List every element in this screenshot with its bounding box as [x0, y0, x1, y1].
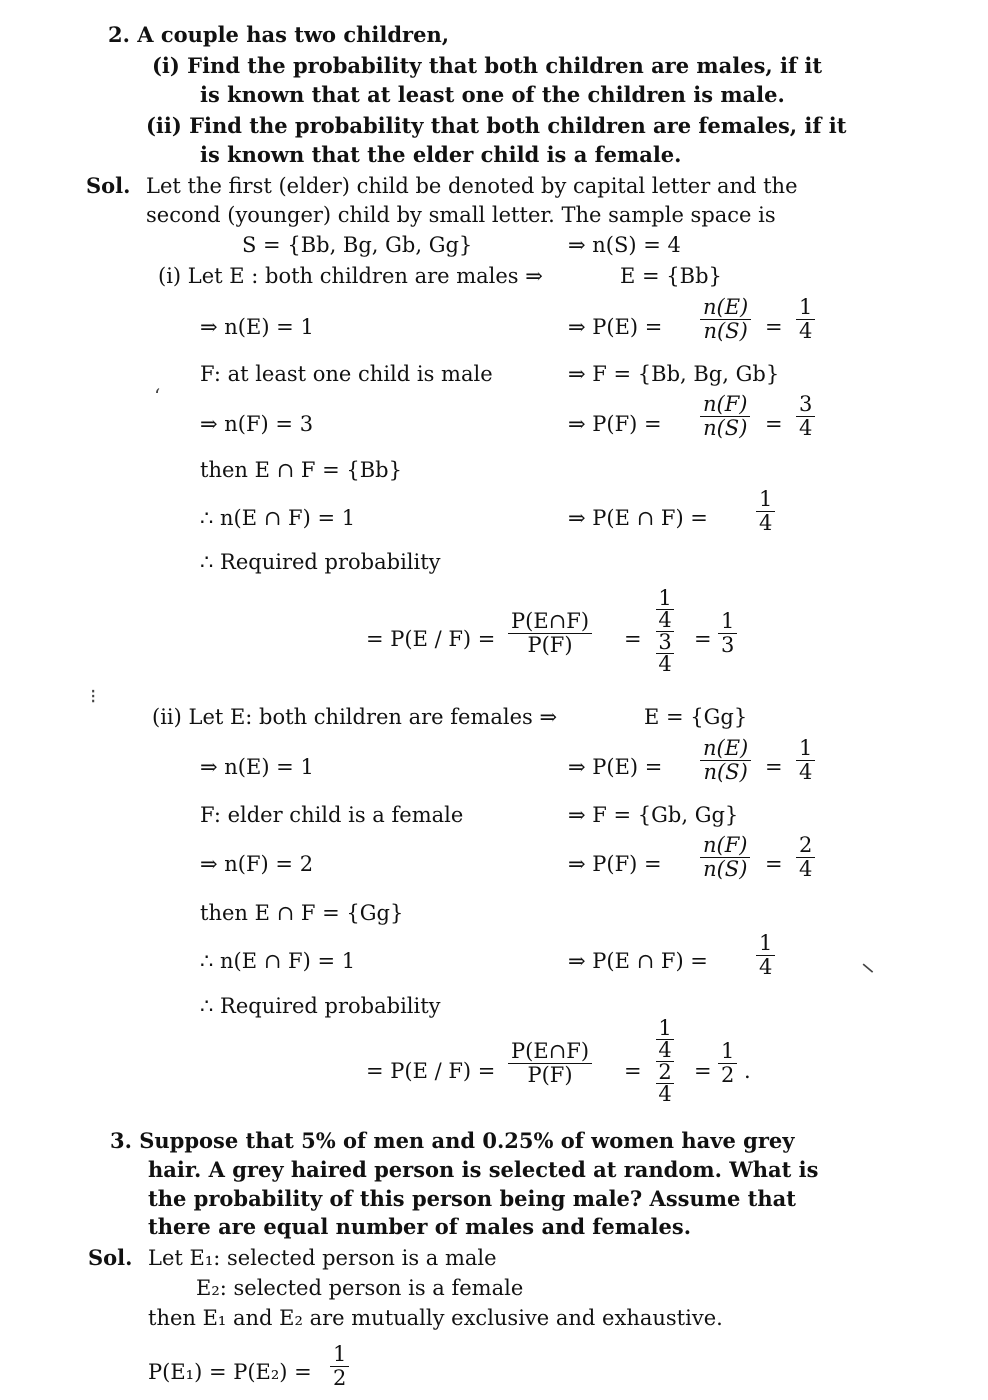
q2-part1-line2: is known that at least one of the children is male.	[200, 82, 785, 107]
i-cf-bot: 4	[658, 652, 672, 676]
i-def-e: (i) Let E : both children are males ⇒	[158, 264, 543, 288]
i-p-ef-num: 1	[756, 488, 775, 512]
i-p-f-fraction	[700, 393, 750, 440]
sol3-label: Sol.	[88, 1245, 133, 1270]
i-p-f-num: n(F)	[700, 393, 750, 417]
sol3-p-num: 1	[330, 1343, 349, 1367]
ii-n-f: ⇒ n(F) = 2	[200, 852, 314, 876]
pen-stroke: ─	[855, 954, 881, 982]
ii-p-e-lhs: ⇒ P(E) =	[568, 755, 663, 779]
ii-cond-fraction	[508, 1040, 592, 1087]
i-p-e-val-den: 4	[799, 319, 813, 343]
i-required: ∴ Required probability	[200, 550, 441, 574]
i-p-f-val-den: 4	[799, 416, 813, 440]
ii-p-ef-num: 1	[756, 932, 775, 956]
i-p-e-fraction	[700, 296, 751, 343]
q2-part1-line1: (i) Find the probability that both children are males, if it	[152, 53, 823, 78]
ii-compound-fraction	[656, 1018, 674, 1105]
ii-result-dot: .	[744, 1059, 751, 1083]
ii-p-f-value	[796, 834, 815, 881]
ii-p-e-eq: =	[765, 755, 783, 779]
i-cf-mid2: 3	[658, 630, 672, 654]
i-p-f-lhs: ⇒ P(F) =	[568, 412, 662, 436]
sol2-label: Sol.	[86, 173, 131, 198]
i-n-e: ⇒ n(E) = 1	[200, 315, 314, 339]
i-result-fraction	[718, 610, 737, 657]
q2-part2-line2: is known that the elder child is a female.	[200, 142, 682, 167]
sol2-intro-line1: Let the first (elder) child be denoted by capital letter and the	[146, 174, 798, 198]
ii-n-e: ⇒ n(E) = 1	[200, 755, 314, 779]
ii-def-f: F: elder child is a female	[200, 803, 464, 827]
ii-result-num: 1	[718, 1040, 737, 1064]
ii-cf-mid2: 2	[658, 1060, 672, 1084]
sol3-p-lhs: P(E₁) = P(E₂) =	[148, 1360, 312, 1384]
sol3-e2: E₂: selected person is a female	[196, 1276, 524, 1300]
i-cf-top: 1	[658, 586, 672, 610]
i-cond-den: P(F)	[527, 633, 573, 657]
i-p-ef-lhs: ⇒ P(E ∩ F) =	[568, 506, 708, 530]
ii-cf-bot: 4	[658, 1082, 672, 1106]
i-p-e-eq: =	[765, 315, 783, 339]
ii-def-e: (ii) Let E: both children are females ⇒	[152, 705, 558, 729]
i-result-num: 1	[718, 610, 737, 634]
sol3-p-fraction	[330, 1343, 349, 1390]
ii-p-e-fraction	[700, 737, 751, 784]
i-p-e-den: n(S)	[703, 319, 748, 343]
ii-p-f-den: n(S)	[703, 857, 748, 881]
i-cond-eq2: =	[694, 627, 712, 651]
q3-line2: hair. A grey haired person is selected at random. What is	[148, 1157, 819, 1182]
ii-p-e-value	[796, 737, 815, 784]
ii-cond-lhs: = P(E / F) =	[366, 1059, 496, 1083]
ii-cf-top: 1	[658, 1016, 672, 1040]
pen-mark: ʻ	[154, 384, 161, 408]
q2-title: 2. A couple has two children,	[108, 22, 450, 47]
sol2-intro-line2: second (younger) child by small letter. The sample space is	[146, 203, 776, 227]
i-p-f-den: n(S)	[703, 416, 748, 440]
i-cond-fraction	[508, 610, 592, 657]
i-p-f-val-num: 3	[796, 393, 815, 417]
i-compound-fraction	[656, 588, 674, 675]
ii-p-e-den: n(S)	[703, 760, 748, 784]
sample-count: ⇒ n(S) = 4	[568, 233, 681, 257]
ii-p-ef-den: 4	[759, 955, 773, 979]
i-n-ef: ∴ n(E ∩ F) = 1	[200, 506, 356, 530]
q3-line4: there are equal number of males and females.	[148, 1214, 692, 1239]
i-cond-num: P(E∩F)	[508, 610, 592, 634]
ii-then: then E ∩ F = {Gg}	[200, 901, 404, 925]
i-set-f: ⇒ F = {Bb, Bg, Gb}	[568, 362, 780, 386]
ii-p-e-val-den: 4	[799, 760, 813, 784]
ii-p-e-val-num: 1	[796, 737, 815, 761]
sol3-p-den: 2	[333, 1366, 347, 1390]
ii-set-e: E = {Gg}	[644, 705, 748, 729]
ii-cond-num: P(E∩F)	[508, 1040, 592, 1064]
i-p-ef-fraction	[756, 488, 775, 535]
i-p-e-lhs: ⇒ P(E) =	[568, 315, 663, 339]
ii-p-f-fraction	[700, 834, 750, 881]
i-cond-eq1: =	[624, 627, 642, 651]
q3-line1: 3. Suppose that 5% of men and 0.25% of women have grey	[110, 1128, 795, 1153]
q2-part2-line1: (ii) Find the probability that both children are females, if it	[146, 113, 847, 138]
ii-n-ef: ∴ n(E ∩ F) = 1	[200, 949, 356, 973]
sol3-e1: Let E₁: selected person is a male	[148, 1246, 497, 1270]
sol3-mutually-exclusive: then E₁ and E₂ are mutually exclusive and exhaustive.	[148, 1306, 723, 1330]
i-then: then E ∩ F = {Bb}	[200, 458, 402, 482]
ii-result-den: 2	[721, 1063, 735, 1087]
ii-p-f-eq: =	[765, 852, 783, 876]
i-set-e: E = {Bb}	[620, 264, 722, 288]
ii-p-f-val-den: 4	[799, 857, 813, 881]
i-p-ef-den: 4	[759, 511, 773, 535]
ii-required: ∴ Required probability	[200, 994, 441, 1018]
i-p-f-eq: =	[765, 412, 783, 436]
i-p-e-val-num: 1	[796, 296, 815, 320]
ii-set-f: ⇒ F = {Gb, Gg}	[568, 803, 739, 827]
ii-p-ef-fraction	[756, 932, 775, 979]
ii-cond-den: P(F)	[527, 1063, 573, 1087]
i-def-f: F: at least one child is male	[200, 362, 493, 386]
q3-line3: the probability of this person being male? Assume that	[148, 1186, 796, 1211]
ii-p-ef-lhs: ⇒ P(E ∩ F) =	[568, 949, 708, 973]
i-p-e-value	[796, 296, 815, 343]
ii-cond-eq2: =	[694, 1059, 712, 1083]
ii-p-f-val-num: 2	[796, 834, 815, 858]
ii-cf-mid1: 4	[658, 1038, 672, 1062]
i-p-e-num: n(E)	[700, 296, 751, 320]
ii-cond-eq1: =	[624, 1059, 642, 1083]
margin-dots: ⁝	[90, 684, 97, 708]
sample-space: S = {Bb, Bg, Gb, Gg}	[242, 233, 473, 257]
ii-p-f-num: n(F)	[700, 834, 750, 858]
ii-p-e-num: n(E)	[700, 737, 751, 761]
ii-result-fraction	[718, 1040, 737, 1087]
i-cf-mid1: 4	[658, 608, 672, 632]
i-result-den: 3	[721, 633, 735, 657]
i-p-f-value	[796, 393, 815, 440]
i-cond-lhs: = P(E / F) =	[366, 627, 496, 651]
i-n-f: ⇒ n(F) = 3	[200, 412, 314, 436]
ii-p-f-lhs: ⇒ P(F) =	[568, 852, 662, 876]
